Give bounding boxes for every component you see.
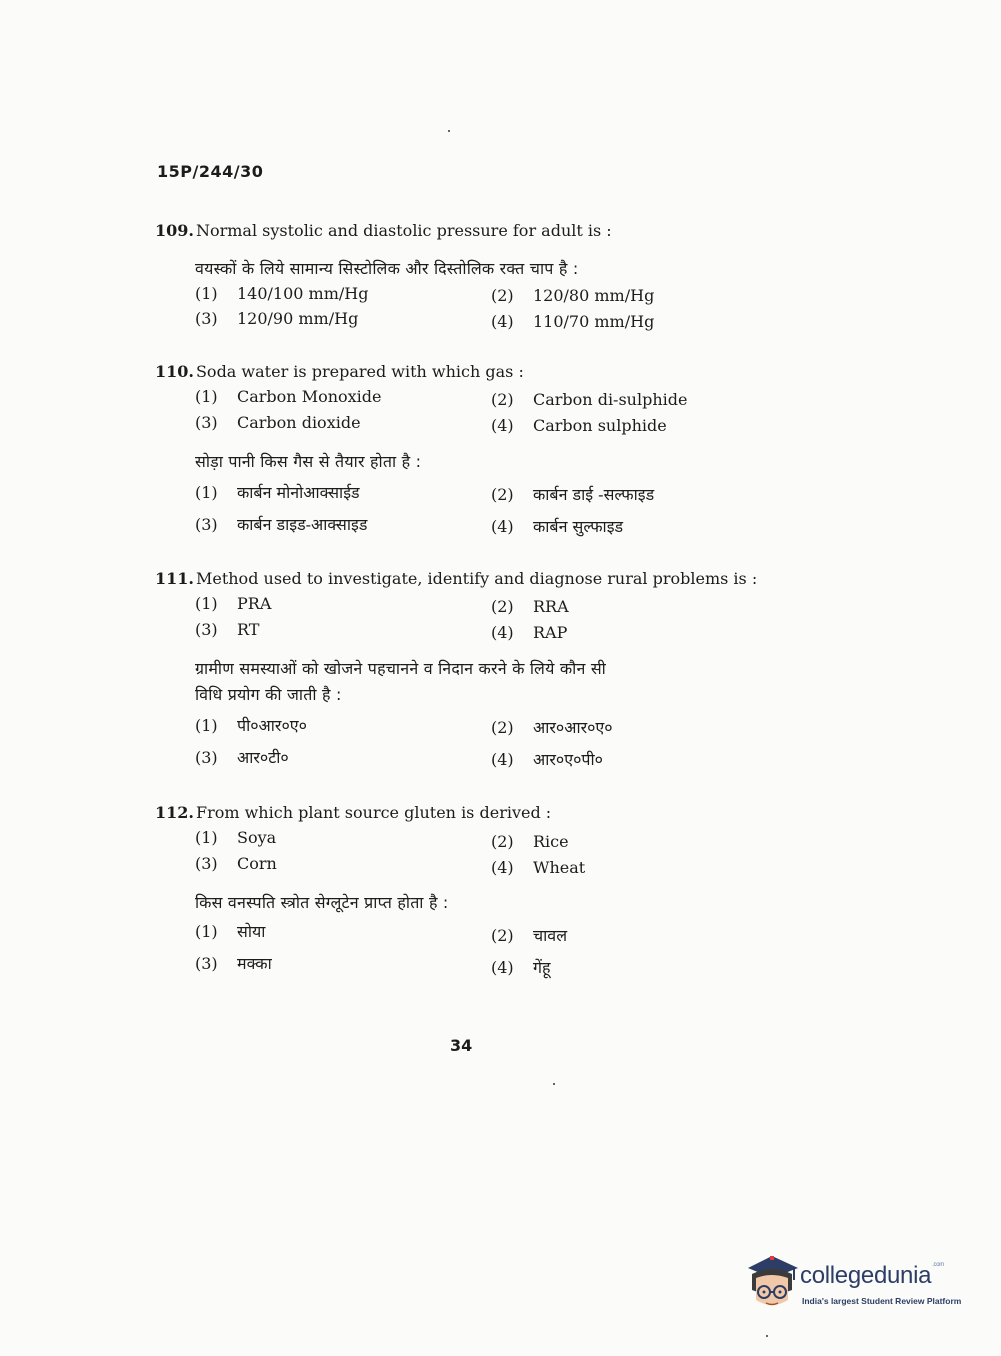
option-4: (4) Wheat — [491, 858, 586, 877]
scan-speck — [766, 1335, 768, 1337]
hindi-option-3: (3) कार्बन डाइड-आक्साइड — [195, 515, 368, 534]
options-hindi — [195, 708, 805, 774]
option-3: (3) 120/90 mm/Hg — [195, 309, 359, 328]
option-2: (2) 120/80 mm/Hg — [491, 286, 655, 305]
options-english — [195, 824, 805, 878]
hindi-option-4: (4) गेंहू — [491, 958, 551, 977]
question-text: From which plant source gluten is derived : — [195, 803, 552, 822]
option-3: (3) Corn — [195, 854, 277, 873]
page-number: 34 — [450, 1036, 473, 1055]
options-hindi — [195, 475, 805, 541]
question-number: 110. — [155, 362, 194, 381]
brand-name: collegedunia$^{.com}$ — [800, 1262, 944, 1289]
question-112 — [155, 802, 805, 982]
option-1: (1) Carbon Monoxide — [195, 387, 382, 406]
hindi-option-4: (4) आर०ए०पी० — [491, 750, 603, 769]
option-1: (1) PRA — [195, 594, 272, 613]
option-4: (4) 110/70 mm/Hg — [491, 312, 655, 331]
hindi-option-1: (1) पी०आर०ए० — [195, 716, 307, 735]
option-1: (1) Soya — [195, 828, 277, 847]
hindi-question-text: सोड़ा पानी किस गैस से तैयार होता है : — [195, 452, 422, 471]
question-110 — [155, 361, 805, 541]
options-hindi — [195, 916, 805, 982]
option-4: (4) RAP — [491, 623, 568, 642]
brand-tagline: India's largest Student Review Platform — [802, 1296, 962, 1306]
scan-speck — [553, 1083, 555, 1085]
question-111 — [155, 568, 805, 774]
question-number: 111. — [155, 569, 194, 588]
option-4: (4) Carbon sulphide — [491, 416, 667, 435]
options-english — [195, 383, 805, 437]
hindi-option-2: (2) आर०आर०ए० — [491, 718, 613, 737]
hindi-option-1: (1) कार्बन मोनोआक्साईड — [195, 483, 360, 502]
hindi-question-text: किस वनस्पति स्त्रोत सेग्लूटेन प्राप्त होता है : — [195, 893, 449, 912]
options-english — [195, 282, 805, 334]
option-2: (2) Rice — [491, 832, 569, 851]
hindi-option-3: (3) आर०टी० — [195, 748, 289, 767]
paper-code: 15P/244/30 — [157, 162, 264, 181]
collegedunia-logo — [742, 1250, 972, 1320]
question-text: Method used to investigate, identify and diagnose rural problems is : — [195, 569, 758, 588]
hindi-question-text-line-2: विधि प्रयोग की जाती है : — [195, 685, 342, 704]
option-3: (3) Carbon dioxide — [195, 413, 361, 432]
hindi-option-2: (2) कार्बन डाई -सल्फाइड — [491, 485, 655, 504]
option-3: (3) RT — [195, 620, 260, 639]
mascot-icon — [742, 1250, 802, 1320]
hindi-question-text-line-1: ग्रामीण समस्याओं को खोजने पहचानने व निदान करने के लिये कौन सी — [195, 659, 607, 678]
option-1: (1) 140/100 mm/Hg — [195, 284, 369, 303]
hindi-option-3: (3) मक्का — [195, 954, 272, 973]
question-number: 109. — [155, 221, 194, 240]
hindi-question-text: वयस्कों के लिये सामान्य सिस्टोलिक और दिस्तोलिक रक्त चाप है : — [195, 259, 579, 278]
scan-speck — [448, 130, 450, 132]
hindi-option-4: (4) कार्बन सुल्फाइड — [491, 517, 624, 536]
options-english — [195, 590, 805, 644]
option-2: (2) RRA — [491, 597, 569, 616]
question-number: 112. — [155, 803, 194, 822]
hindi-option-2: (2) चावल — [491, 926, 568, 945]
question-text: Soda water is prepared with which gas : — [195, 362, 524, 381]
question-text: Normal systolic and diastolic pressure for adult is : — [195, 221, 612, 240]
option-2: (2) Carbon di-sulphide — [491, 390, 688, 409]
hindi-option-1: (1) सोया — [195, 922, 266, 941]
question-109 — [155, 220, 805, 334]
